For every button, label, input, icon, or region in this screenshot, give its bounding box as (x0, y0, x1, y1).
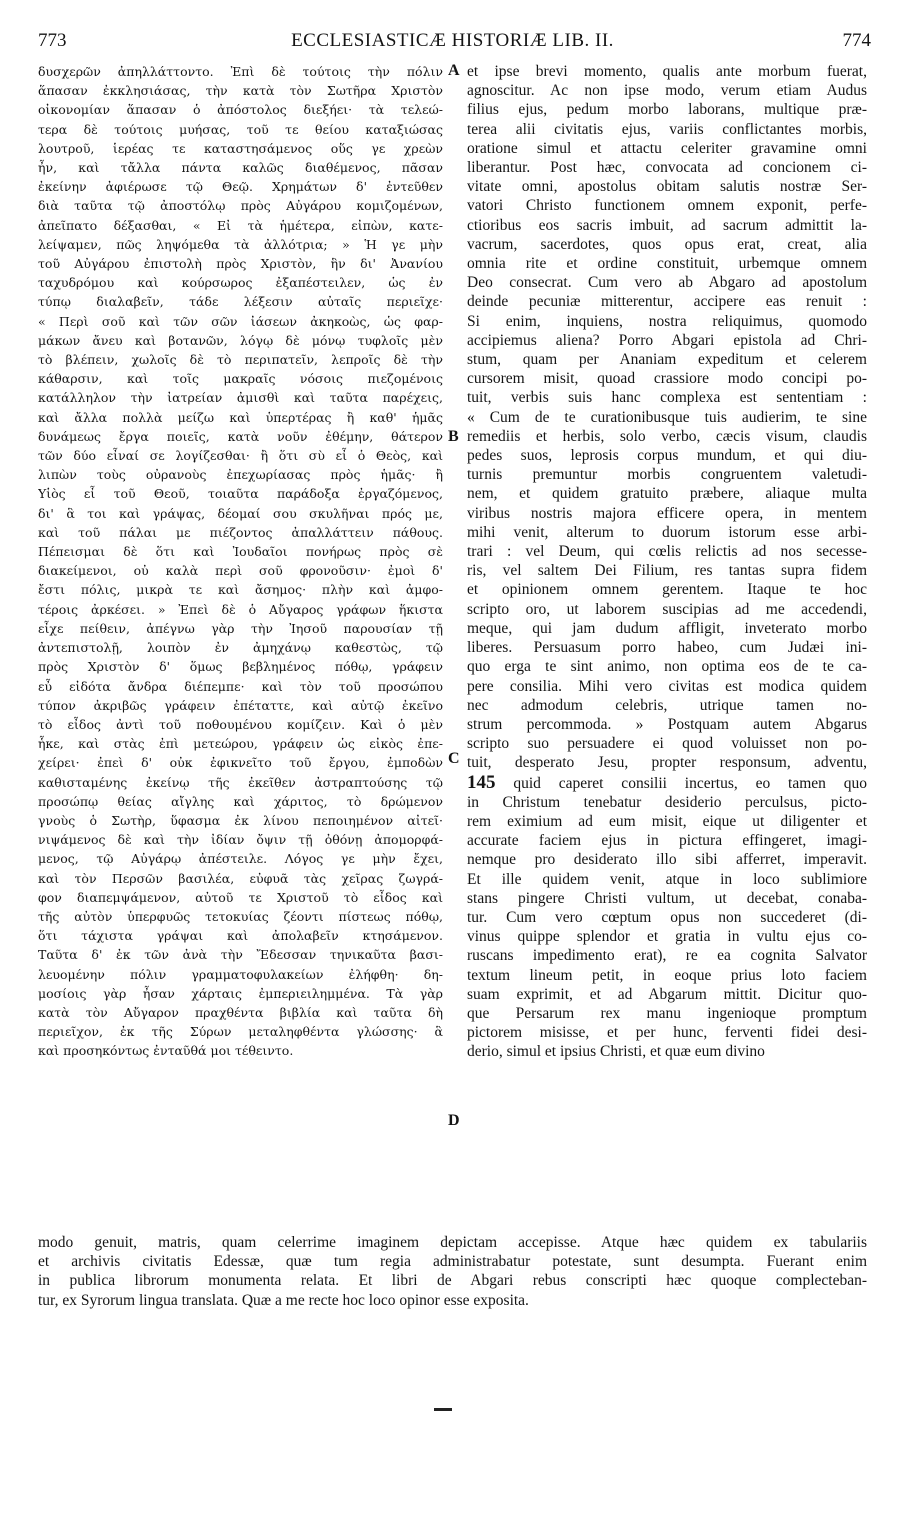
latin-line: strum percommoda. » Postquam autem Abgarus (467, 715, 867, 733)
latin-line: omnia rite et ordine constituit, urbemque omnem (467, 255, 867, 273)
greek-line: Πέπεισμαι δὲ ὅτι καὶ Ἰουδαῖοι πονήρως πρὸς σὲ (38, 544, 443, 560)
running-title: ECCLESIASTICÆ HISTORIÆ LIB. II. (291, 30, 614, 51)
greek-line: δυνάμεως ἔργα ποιεῖς, κατὰ νοῦν ἐθέμην, θάτερον (38, 428, 443, 444)
greek-line: νιψάμενος δὲ καὶ τὴν ἰδίαν ὄψιν τῇ ὀθόνῃ ἀπομορφά- (38, 832, 443, 848)
greek-line: εἶχε πείθειν, ἀπέγνω γὰρ τὴν Ἰησοῦ παρουσίαν τῇ (38, 620, 443, 636)
greek-line: ἔστι πόλις, μικρὰ τε καὶ ἄσημος· πλὴν καὶ ἀμφο- (38, 582, 443, 598)
latin-line: pedes suos, leprosis corpus mundum, et qui diu- (467, 447, 867, 465)
page-number-right: 774 (842, 30, 871, 51)
greek-line: λιπὼν τοὺς οὐρανοὺς ἐπεχωρίασας πρὸς ἡμᾶς· ἢ (38, 467, 443, 483)
greek-line: μενος, τῷ Αὐγάρῳ ἀπέστειλε. Λόγος γε μὴν ἔχει, (38, 851, 443, 867)
latin-column (467, 62, 867, 1062)
latin-line: liberes. Persuasum porro habeo, cum Judæi ini- (467, 639, 867, 657)
latin-line: remediis et herbis, solo verbo, cæcis visum, claudis (467, 427, 867, 445)
greek-line: περιεῖχον, ἐκ τῆς Σύρων μεταληφθέντα γλώσσης· ἃ (38, 1024, 443, 1040)
greek-line: καὶ τὸν Περσῶν βασιλέα, εὐφυᾶ τὰς χεῖρας ζωγρά- (38, 870, 443, 886)
greek-line: καὶ προσηκόντως ἐνταῦθά μοι τέθειντο. (38, 1043, 294, 1059)
latin-line: turnis premuntur morbis congruentem valetudi- (467, 466, 867, 484)
latin-line: terea alii civitatis ejus, variis conflictantes morbis, (467, 120, 867, 138)
greek-line: λευομένην πόλιν γραμματοφυλακείων ἐλήφθη· δη- (38, 966, 443, 982)
greek-line: λουτροῦ, ἱερέας τε καταστησάμενος οὕς γε χρεὼν (38, 140, 443, 156)
section-marker-a: A (448, 62, 460, 79)
column-number: 145 (467, 772, 496, 793)
section-marker-d: D (448, 1112, 460, 1129)
latin-line: Si enim, inquiens, nostra reliquimus, quomodo (467, 312, 867, 330)
latin-line: filius ejus, pedum morbo laborans, multique præ- (467, 101, 867, 119)
greek-line: τερα δὲ τούτοις μυήσας, τοῦ τε θείου καταξιώσας (38, 121, 443, 137)
latin-line: vitate omni, apostolus obitam salutis nostræ Ser- (467, 178, 867, 196)
bottom-paragraph (38, 1233, 867, 1310)
latin-line: accipiemus aliena? Porro Abgari epistola ad Chri- (467, 331, 867, 349)
greek-line: διακείμενοι, οὐ καλὰ περὶ σοῦ φρονοῦσιν· ἐμοὶ δ' (38, 563, 443, 579)
running-header (0, 30, 905, 54)
greek-line: τὸ βλέπειν, χωλοῖς δὲ τὸ περιπατεῖν, λεπροῖς δὲ τὴν (38, 352, 443, 368)
greek-line: τύπον ἀκριβῶς γράφειν ἐπέταττε, καὶ αὐτῷ ἐκεῖνο (38, 697, 443, 713)
greek-line: μάκων ἄνευ καὶ βοτανῶν, λόγῳ δὲ μόνῳ τυφλοῖς μὲν (38, 332, 443, 348)
latin-line: viribus nostris majora efficere opera, in mentem (467, 504, 867, 522)
latin-line: meque, qui jam dudum affligit, inveterato morbo (467, 619, 867, 637)
latin-line: scripto oro, ut laborem suscipias ad me accedendi, (467, 600, 867, 618)
latin-line: vinus quippe splendor et gratia in vultu ejus co- (467, 928, 867, 946)
greek-line: ἦν, καὶ τἄλλα πάντα καλῶς διαθέμενος, πᾶσαν (38, 160, 443, 176)
greek-line: Υἱὸς εἶ τοῦ Θεοῦ, τοιαῦτα παράδοξα ἐργαζόμενος, (38, 486, 443, 502)
greek-line: ἅπασαν ἐκκλησιάσας, τὴν κατὰ τὸν Σωτῆρα Χριστὸν (38, 83, 443, 99)
latin-line: et ipse brevi momento, qualis ante morbum fuerat, (467, 63, 867, 80)
latin-line: in Christum tenebatur desiderio perculsus, picto- (467, 793, 867, 811)
latin-line: suam exprimit, et ad Abgarum mittit. Dicitur quo- (467, 985, 867, 1003)
latin-line: rem eximium ad eum misit, eique ut diligenter et (467, 812, 867, 830)
greek-line: δι' ἃ τοι καὶ γράψας, δέομαί σου σκυλῆναι πρός με, (38, 505, 443, 521)
latin-line: deinde pecuniæ mitterentur, accipere eas renuit : (467, 293, 867, 311)
greek-line: τέροις ἀρκέσει. » Ἐπεὶ δὲ ὁ Αὔγαρος γράφων ἥκιστα (38, 601, 443, 617)
latin-line: Et ille quidem venit, atque in loco sublimiore (467, 870, 867, 888)
greek-line: εὖ εἰδότα ἄνδρα διέπεμπε· καὶ τὸν τοῦ προσώπου (38, 678, 443, 694)
section-marker-c: C (448, 750, 460, 767)
bottom-line: et archivis civitatis Edessæ, quæ tum regia administrabatur potestate, sunt desumpta. Fuerant enim (38, 1253, 867, 1271)
greek-line: μοσίοις γὰρ ἦσαν χάρταις ἐμπεριειλημμένα. Τὰ γὰρ (38, 985, 443, 1001)
bottom-line: tur, ex Syrorum lingua translata. Quæ a me recte hoc loco opinor esse exposita. (38, 1291, 529, 1309)
greek-line: τοῦ Αὐγάρου ἐπιστολὴ πρὸς Χριστὸν, ἣν δι' Ἀνανίου (38, 256, 443, 272)
greek-line: γνοὺς ὁ Σωτὴρ, ὕφασμα ἐκ λίνου πεποιημένον αἰτεῖ· (38, 812, 443, 828)
greek-line: διὰ ταῦτα τῷ ἀποστόλῳ πρὸς Αὐγάρου κομιζομένων, (38, 198, 443, 214)
greek-line: Ταῦτα δ' ἐκ τῶν ἀνὰ τὴν Ἔδεσσαν τηνικαῦτα βασι- (38, 947, 443, 963)
greek-line: λείψαμεν, πῶς ληψόμεθα τὰ ἀλλότρια; » Ἡ γε μὴν (38, 236, 443, 252)
latin-line: quo erga te sint animo, non optima eos de te ca- (467, 658, 867, 676)
greek-column (38, 62, 443, 1061)
greek-line: οἰκονομίαν ἅπασαν ὁ ἀπόστολος διεξήει· τὰ τελεώ- (38, 102, 443, 118)
latin-line: mihi venit, alterum to duorum istorum esse arbi- (467, 523, 867, 541)
greek-line: δυσχερῶν ἀπηλλάττοντο. Ἐπὶ δὲ τούτοις τὴν πόλιν (38, 64, 443, 79)
latin-line: stans pingere Christi vultum, ut decebat, conaba- (467, 889, 867, 907)
greek-line: πρὸς Χριστὸν δ' ὅμως βεβλημένος πόθῳ, γράφειν (38, 659, 443, 675)
latin-line: que Persarum rex manu ingenioque promptum (467, 1004, 867, 1022)
greek-line: ἧκε, καὶ στὰς ἐπὶ μετεώρου, γράφειν ὡς εἰκὸς ἐπε- (38, 736, 443, 752)
bottom-line: modo genuit, matris, quam celerrime imaginem depictam accepisse. Atque hæc quidem ex tabulariis (38, 1234, 867, 1251)
latin-line: trari : vel Deum, qui cœlis relictis ad nos secesse- (467, 543, 867, 561)
latin-line: cursorem misit, quoad crassiore modo concipi po- (467, 370, 867, 388)
greek-line: κατὰ τὸν Αὔγαρον πραχθέντα βιβλία καὶ ταῦτα δὴ (38, 1004, 443, 1020)
latin-line: vacrum, sacerdotes, quos opus erat, creat, alia (467, 235, 867, 253)
latin-line: ctioribus eos sacris imbuit, ad sacrum admittit la- (467, 216, 867, 234)
greek-line: καὶ ἄλλα πολλὰ μείζω καὶ ὑπερτέρας ἢ καθ' ἡμᾶς (38, 409, 443, 425)
latin-line: derio, simul et ipsius Christi, et quæ eum divino (467, 1043, 765, 1061)
page-number-left: 773 (38, 30, 67, 51)
latin-line: vatori Christo functionem omnem exponit, perfe- (467, 197, 867, 215)
greek-line: ὅτι τάχιστα γράψαι καὶ ἀπολαβεῖν κτησάμενον. (38, 928, 443, 944)
end-dash (434, 1408, 452, 1411)
greek-line: ἐκείνην ἀφιέρωσε τῷ Θεῷ. Χρημάτων δ' ἐντεῦθεν (38, 179, 443, 195)
greek-line: ταχυδρόμου καὶ κούρσωρος ἐξαπέστειλεν, ὡς ἐν (38, 275, 443, 291)
greek-line: ἀπεῖπατο δέξασθαι, « Εἰ τὰ ἡμέτερα, εἰπὼν, κατε- (38, 217, 443, 233)
greek-line: καὶ τοῦ πάλαι με πιέζοντος ἀπαλλάττειν πάθους. (38, 524, 443, 540)
latin-line: agnoscitur. Ac non ipse modo, verum etiam Audus (467, 82, 867, 100)
greek-line: τύπῳ διαλαβεῖν, τάδε λέξεσιν αὐταῖς περιεῖχε· (38, 294, 443, 310)
latin-line: « Cum de te curationibusque tuis audierim, te sine (467, 408, 867, 426)
latin-line: stum, quam per Ananiam expeditum et celerem (467, 351, 867, 369)
latin-line: et opinionem omnem gerentem. Itaque te hoc (467, 581, 867, 599)
greek-line: προσώπῳ θείας αἴγλης καὶ χάριτος, τὸ δρώμενον (38, 793, 443, 809)
latin-line: nem, et quidem gratuito præbere, aliaque multa (467, 485, 867, 503)
latin-line: nemque pro desiderato illo sibi afferret, imperavit. (467, 851, 867, 869)
latin-line: accurate faciem ejus in pictura effingeret, imagi- (467, 832, 867, 850)
latin-line: tur. Cum vero cœptum opus non succederet (di- (467, 908, 867, 926)
greek-line: κάθαρσιν, καὶ τοῖς μακραῖς νόσοις πιεζομένοις (38, 371, 443, 387)
latin-line: tuit, verbis suis hanc complexa est sententiam : (467, 389, 867, 407)
greek-line: « Περὶ σοῦ καὶ τῶν σῶν ἰάσεων ἀκηκοὼς, ὡς φαρ- (38, 313, 443, 329)
bottom-line: in publica librorum monumenta relata. Et libri de Abgari rebus conscripti hæc quoque complecteban- (38, 1272, 867, 1290)
latin-line: nec admodum celebris, utrique tamen no- (467, 696, 867, 714)
greek-line: καθισταμένης ἐκείνῳ τῆς ἐκεῖθεν ἀστραπτούσης τῷ (38, 774, 443, 790)
section-marker-b: B (448, 428, 459, 445)
latin-line: pere consilia. Mihi vero civitas est modica quidem (467, 677, 867, 695)
greek-line: φον διαπεμψάμενον, αὐτοῦ τε Χριστοῦ τὸ εἶδος καὶ (38, 889, 443, 905)
greek-line: τῆς αὐτὸν ὑπερφυῶς τετοκυίας ζέοντι πίστεως πόθῳ, (38, 908, 443, 924)
greek-line: κατάλληλον τὴν ἰατρείαν ἀμισθὶ καὶ ταῦτα παρέχεις, (38, 390, 443, 406)
latin-line: pictorem misisse, et per hunc, ferventi fidei desi- (467, 1024, 867, 1042)
latin-line: scripto suo persuadere ei quod voluisset non po- (467, 735, 867, 753)
latin-line: liberantur. Post hæc, convocata ad concionem ci- (467, 159, 867, 177)
latin-line: tuit, desperato Jesu, propter responsum, adventu, (467, 754, 867, 772)
greek-line: τῶν δύο εἶναί σε λογίζεσθαι· ἢ ὅτι σὺ εἶ ὁ Θεὸς, καὶ (38, 448, 443, 464)
greek-line: ἀντεπιστολῇ, λοιπὸν ἐν ἀμηχάνῳ καθεστὼς, τῷ (38, 640, 443, 656)
greek-line: χείρει· ἐπεὶ δ' οὐκ ἐφικνεῖτο τοῦ ἔργου, ἐμποδὼν (38, 755, 443, 771)
latin-line: Deo consecrat. Cum vero ab Abgaro ad apostolum (467, 274, 867, 292)
latin-line: 145 quid caperet consilii incertus, eo tamen quo (467, 772, 867, 793)
latin-line: ruscans impedimento erat), re ea cognita Salvator (467, 947, 867, 965)
latin-line: ris, vel saltem Dei Filium, res tantas supra fidem (467, 562, 867, 580)
latin-line: textum lineum petit, in eoque prius loto faciem (467, 966, 867, 984)
greek-line: τὸ εἶδος ἀντὶ τοῦ ποθουμένου κομίζειν. Καὶ ὁ μὲν (38, 716, 443, 732)
latin-line: oratione simul et attactu celeriter gravamine omni (467, 139, 867, 157)
